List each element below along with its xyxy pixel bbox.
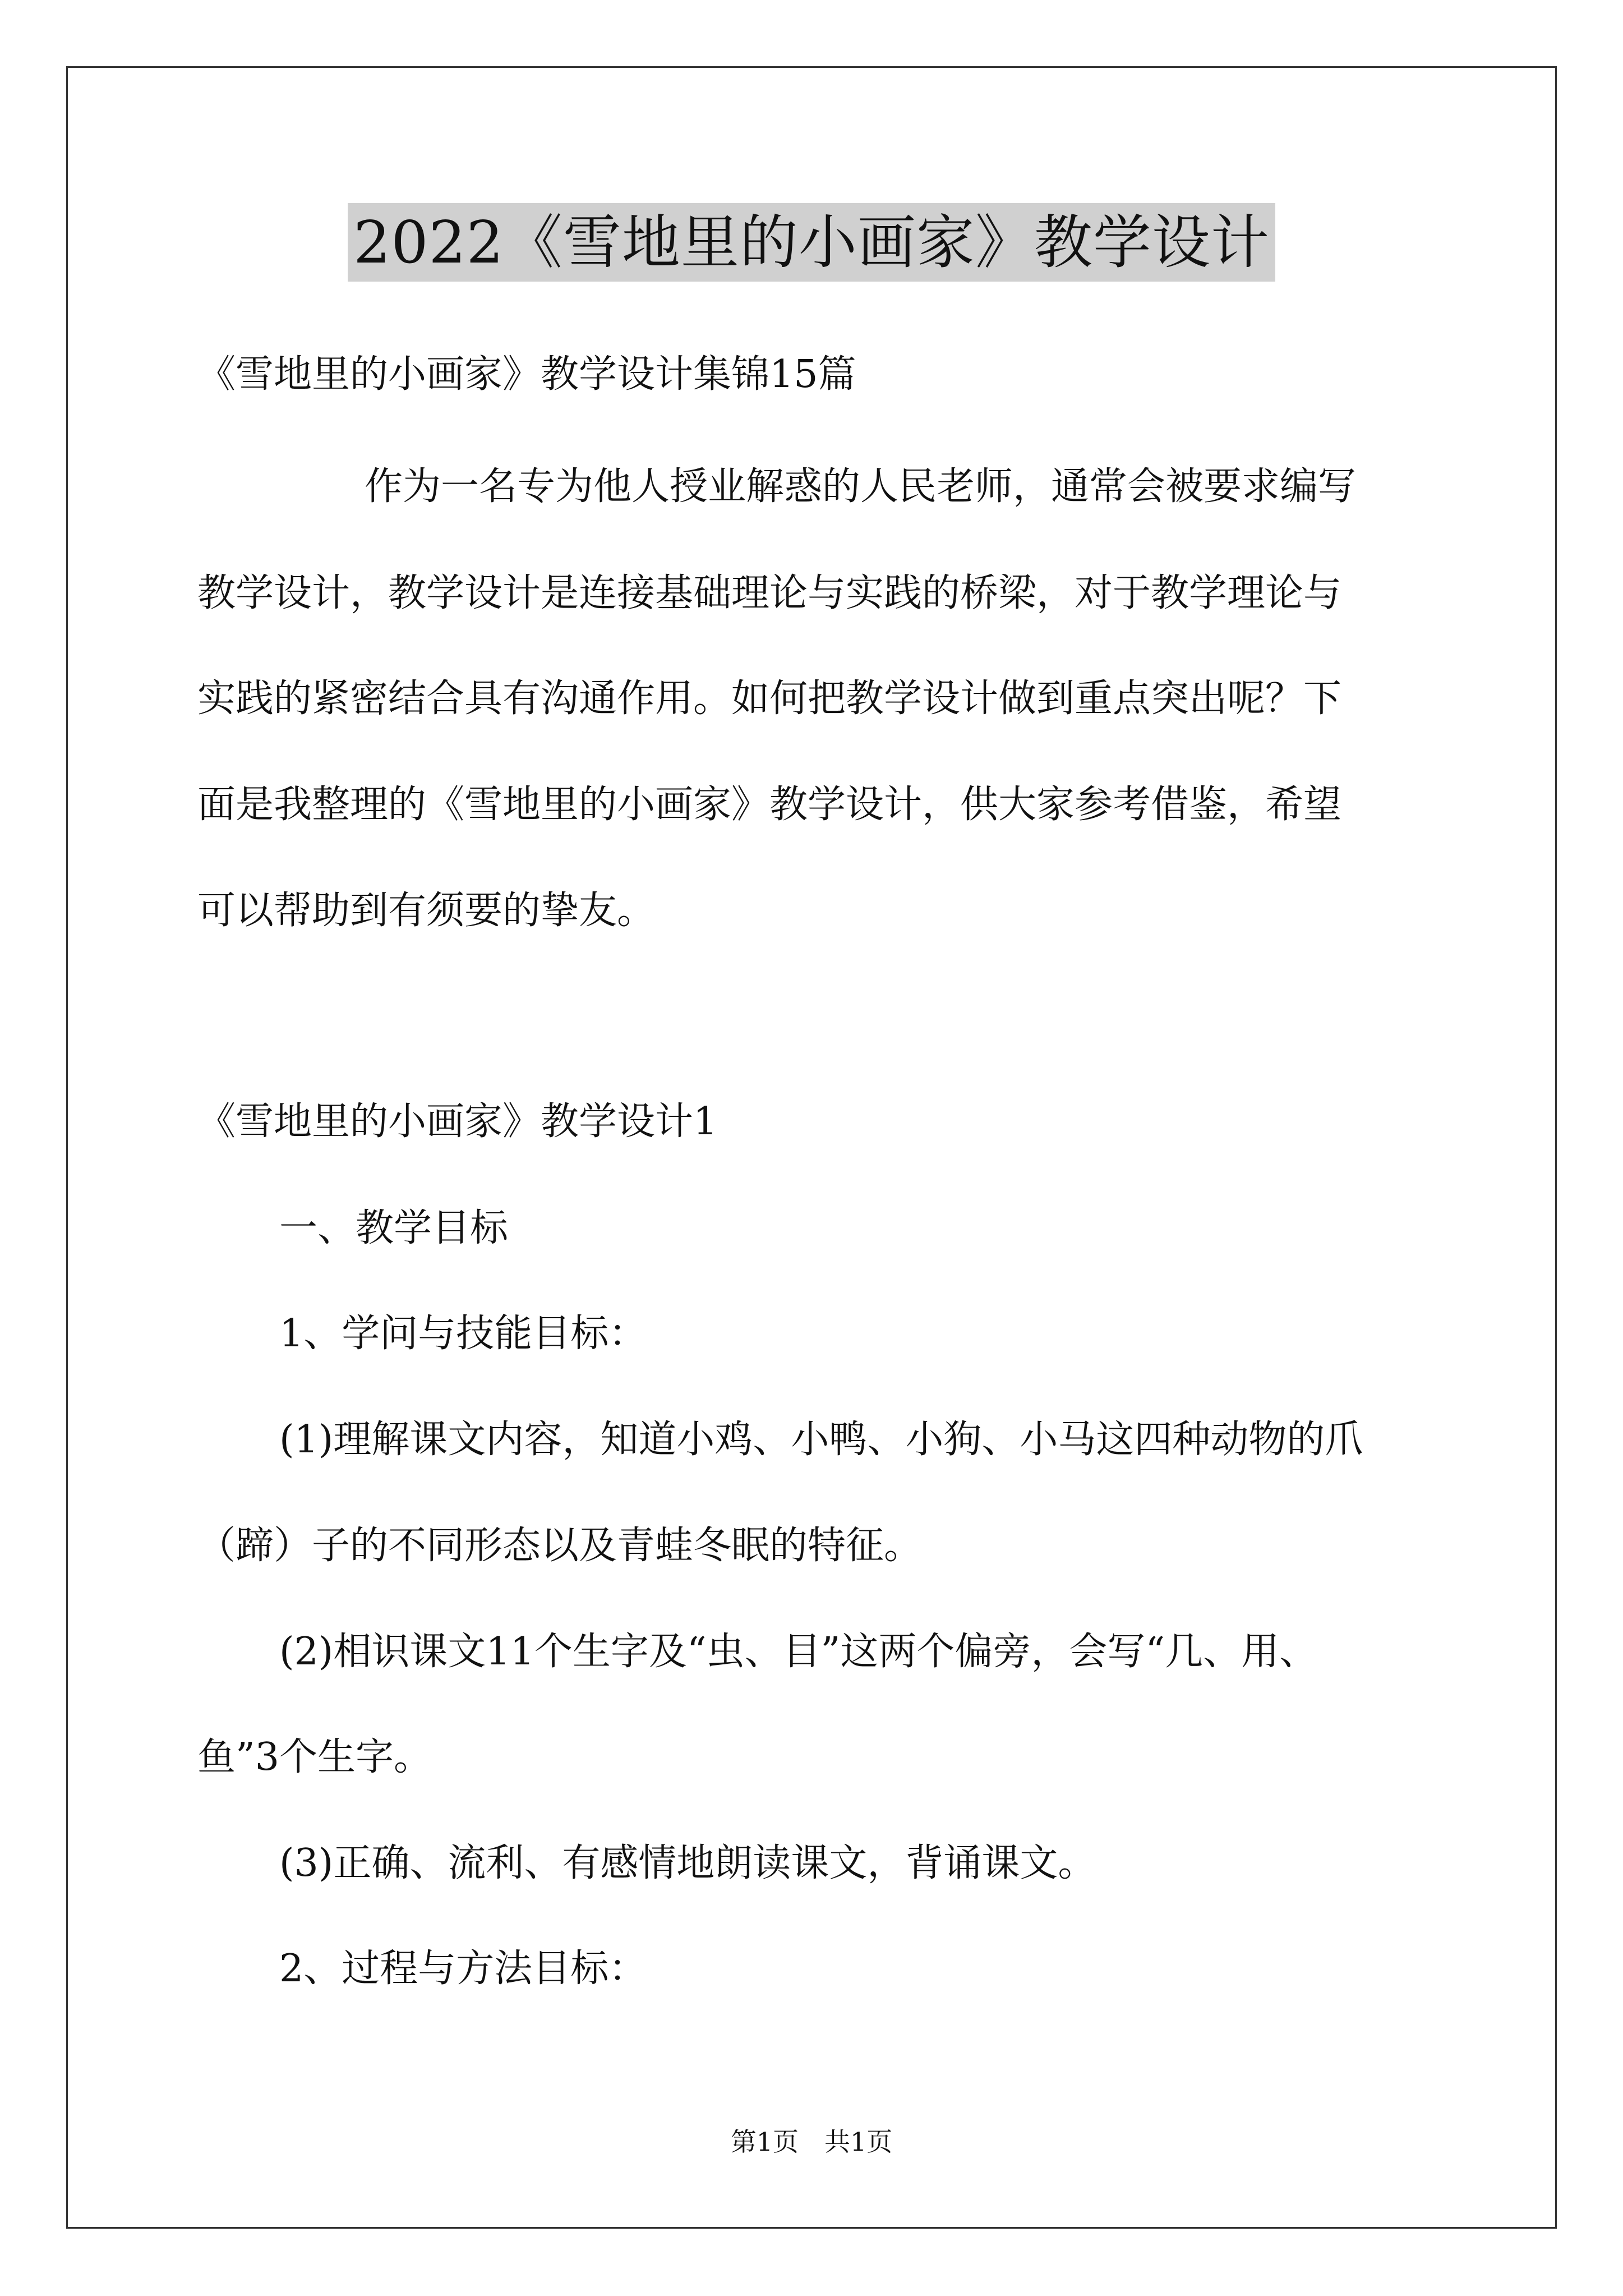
body-line-2: 1、学问与技能目标： [279, 1312, 647, 1356]
intro-line-1: 作为一名专为他人授业解惑的人民老师，通常会被要求编写 [365, 464, 1357, 509]
body-line-1: 一、教学目标 [279, 1206, 509, 1250]
body-line-3: (1)理解课文内容，知道小鸡、小鸭、小狗、小马这四种动物的爪 [279, 1418, 1363, 1462]
document-subtitle: 《雪地里的小画家》教学设计集锦15篇 [197, 352, 856, 397]
body-line-8: 2、过程与方法目标： [279, 1947, 647, 1991]
document-title: 2022《雪地里的小画家》教学设计 [348, 203, 1275, 282]
body-line-5: (2)相识课文11个生字及“虫、目”这两个偏旁，会写“几、用、 [279, 1630, 1318, 1674]
intro-line-2: 教学设计，教学设计是连接基础理论与实践的桥梁，对于教学理论与 [197, 571, 1342, 615]
section-heading: 《雪地里的小画家》教学设计1 [197, 1099, 718, 1144]
body-line-4: （蹄）子的不同形态以及青蛙冬眠的特征。 [197, 1524, 923, 1568]
intro-line-4: 面是我整理的《雪地里的小画家》教学设计，供大家参考借鉴，希望 [197, 783, 1342, 827]
intro-line-3: 实践的紧密结合具有沟通作用。如何把教学设计做到重点突出呢？下 [197, 677, 1342, 721]
intro-line-5: 可以帮助到有须要的挚友。 [197, 889, 656, 933]
page-footer: 第1页 共1页 [730, 2127, 893, 2157]
body-line-7: (3)正确、流利、有感情地朗读课文，背诵课文。 [279, 1841, 1096, 1885]
title-block [0, 203, 1623, 282]
body-line-6: 鱼”3个生字。 [197, 1735, 432, 1779]
